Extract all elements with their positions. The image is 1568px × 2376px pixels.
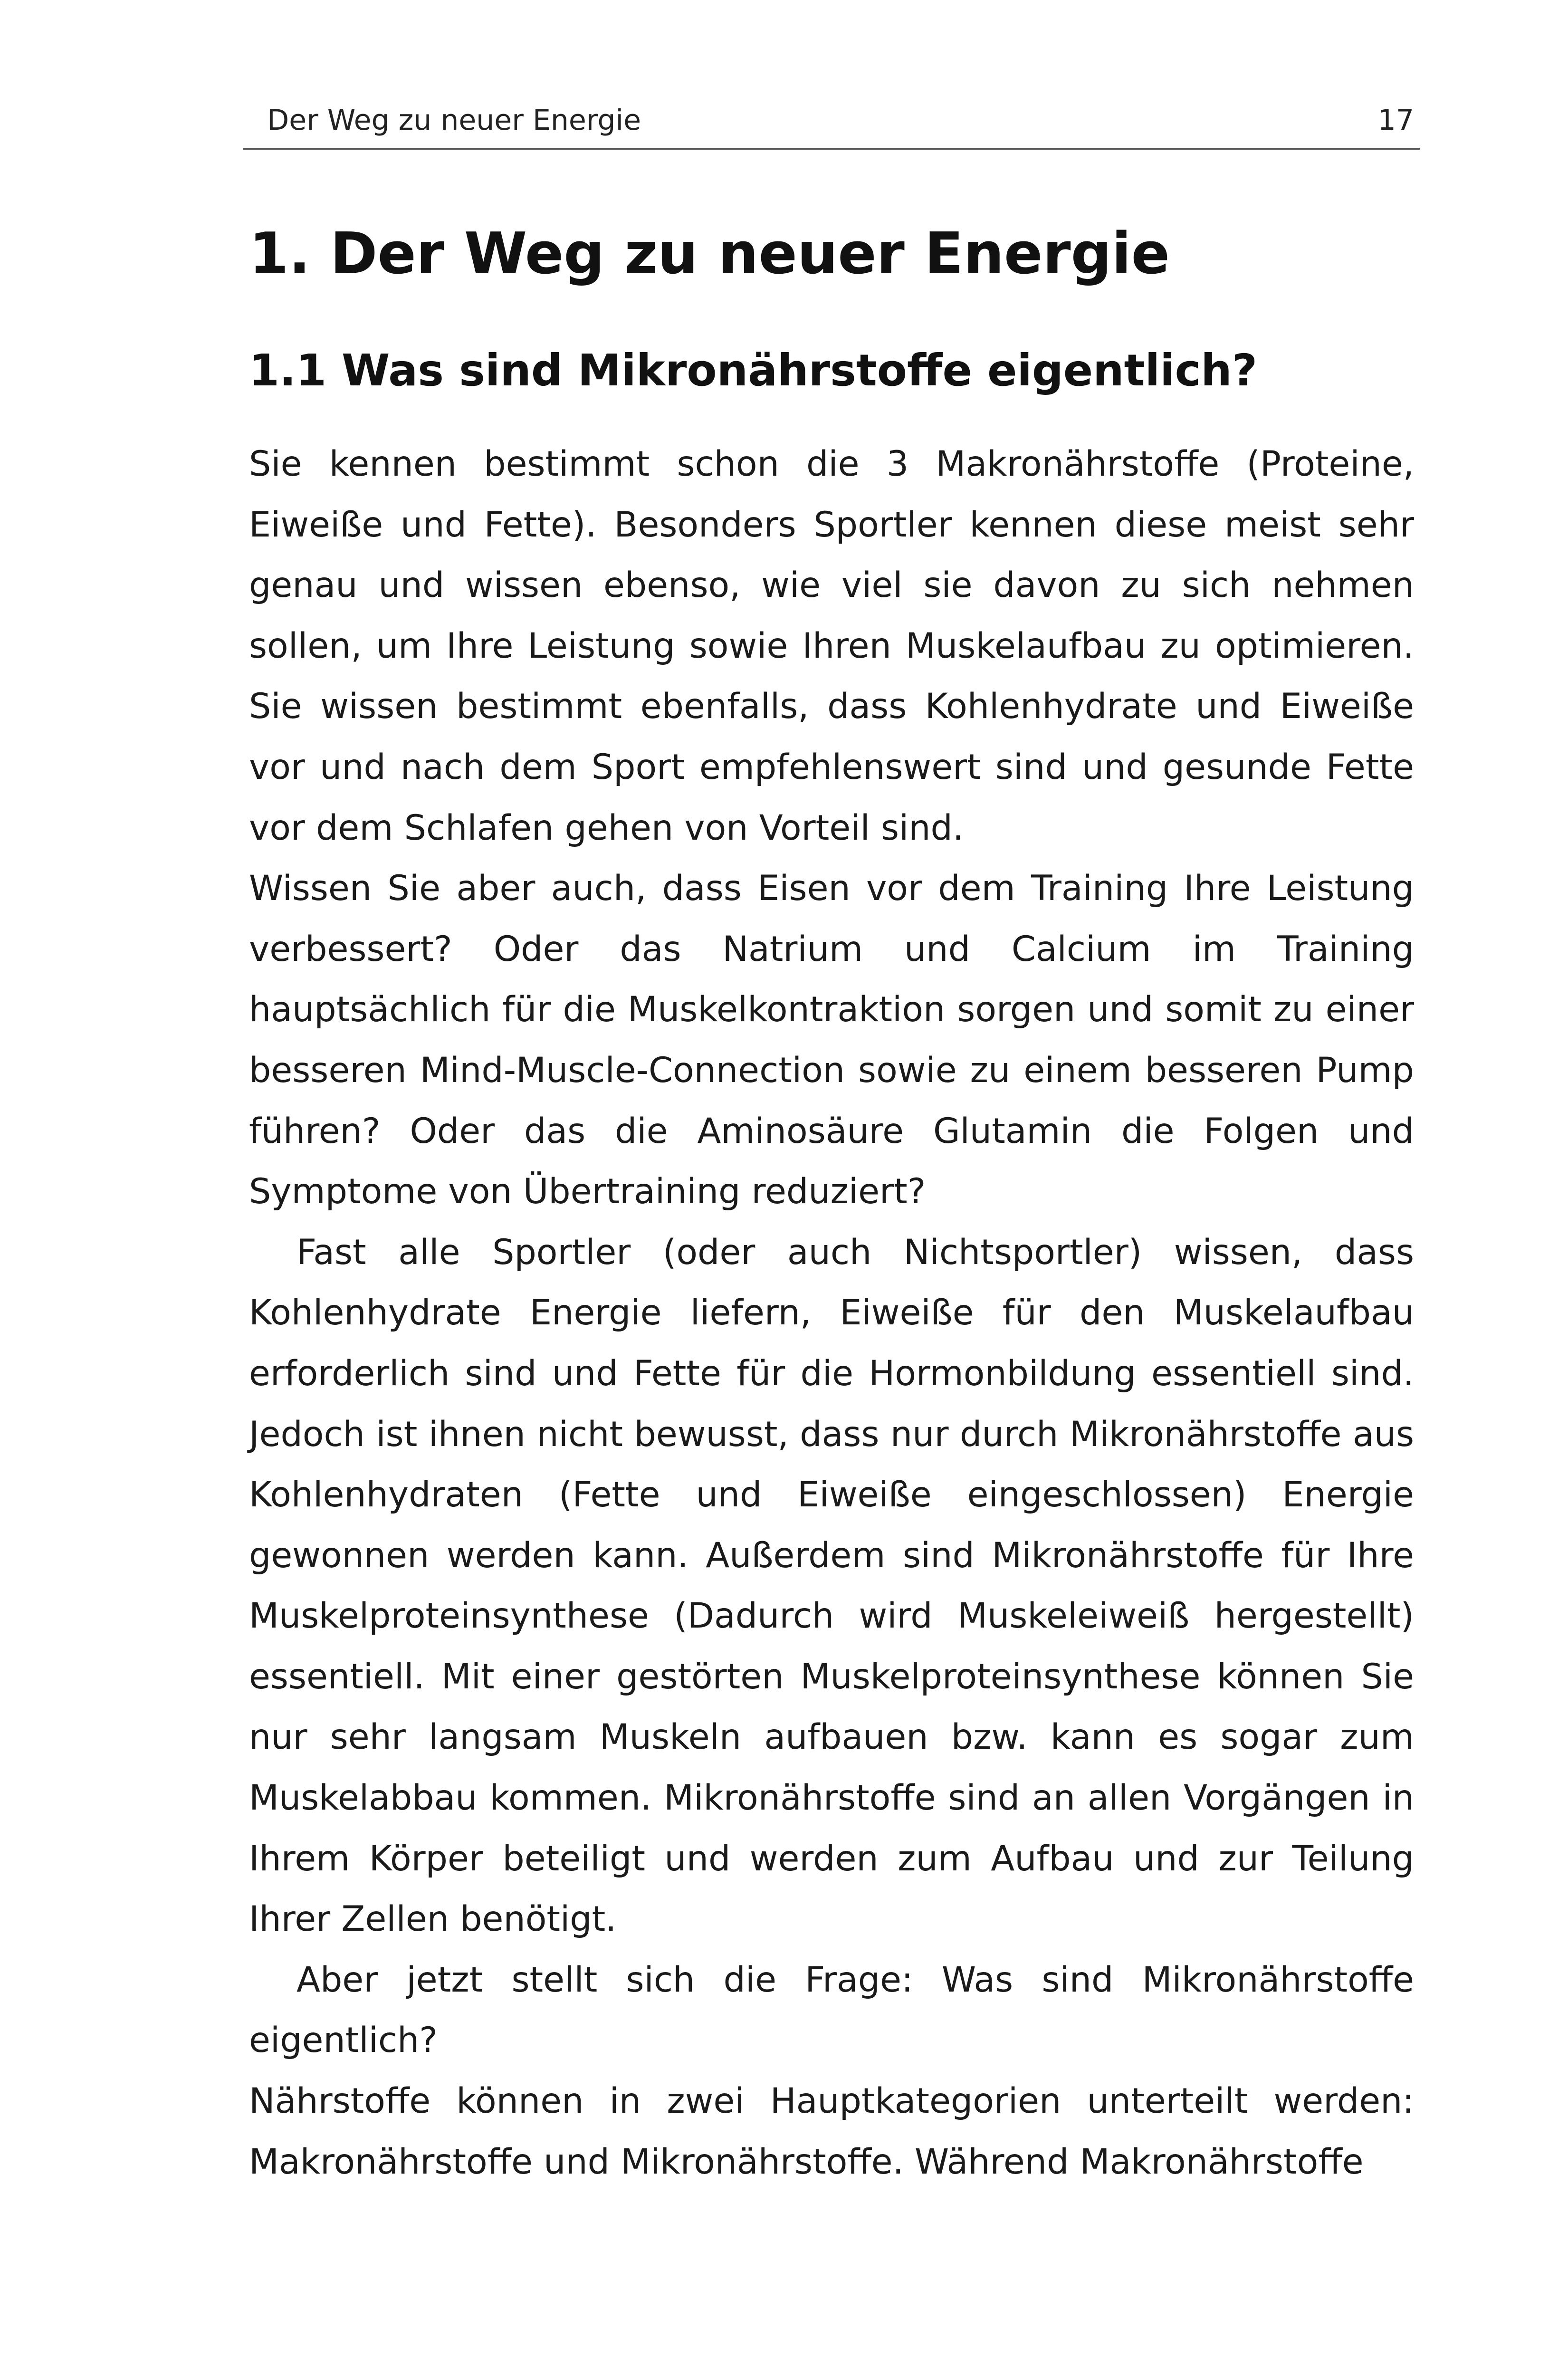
paragraph: Sie kennen bestimmt schon die 3 Makronährstoffe (Proteine, Eiweiße und Fette). Besonders Sportler kennen diese meist sehr genau und wissen ebenso, wie viel sie davon zu sich nehmen sollen, um Ihre Leistung sowie Ihren Muskelaufbau zu optimieren. Sie wissen bestimmt ebenfalls, dass Kohlenhydrate und Eiweiße vor und nach dem Sport empfehlenswert sind und gesunde Fette vor dem Schlafen gehen von Vorteil sind. — [249, 444, 1414, 848]
section-title: 1.1 Was sind Mikronährstoffe eigentlich? — [249, 345, 1258, 396]
page-content — [249, 216, 1414, 2192]
paragraph: Nährstoffe können in zwei Hauptkategorien unterteilt werden: Makronährstoffe und Mikronährstoffe. Während Makronährstoffe — [249, 2081, 1414, 2182]
running-title: Der Weg zu neuer Energie — [267, 104, 641, 137]
running-header — [243, 97, 1420, 150]
paragraph: Aber jetzt stellt sich die Frage: Was sind Mikronährstoffe eigentlich? — [249, 1959, 1414, 2061]
page-number: 17 — [1377, 104, 1414, 137]
paragraph: Fast alle Sportler (oder auch Nichtsportler) wissen, dass Kohlenhydrate Energie liefern, Eiweiße für den Muskelaufbau erforderlich sind und Fette für die Hormonbildung essentiell sind. Jedoch ist ihnen nicht bewusst, dass nur durch Mikronährstoffe aus Kohlenhydraten (Fette und Eiweiße eingeschlossen) Energie gewonnen werden kann. Außerdem sind Mikronährstoffe für Ihre Muskelproteinsynthese (Dadurch wird Muskeleiweiß hergestellt) essentiell. Mit einer gestörten Muskelproteinsynthese können Sie nur sehr langsam Muskeln aufbauen bzw. kann es sogar zum Muskelabbau kommen. Mikronährstoffe sind an allen Vorgängen in Ihrem Körper beteiligt und werden zum Aufbau und zur Teilung Ihrer Zellen benötigt. — [249, 1232, 1414, 1940]
body-text — [249, 434, 1414, 2192]
paragraph: Wissen Sie aber auch, dass Eisen vor dem Training Ihre Leistung verbessert? Oder das Natrium und Calcium im Training hauptsächlich für die Muskelkontraktion sorgen und somit zu einer besseren Mind-Muscle-Connection sowie zu einem besseren Pump führen? Oder das die Aminosäure Glutamin die Folgen und Symptome von Übertraining reduziert? — [249, 868, 1414, 1212]
chapter-title: 1. Der Weg zu neuer Energie — [249, 221, 1170, 287]
